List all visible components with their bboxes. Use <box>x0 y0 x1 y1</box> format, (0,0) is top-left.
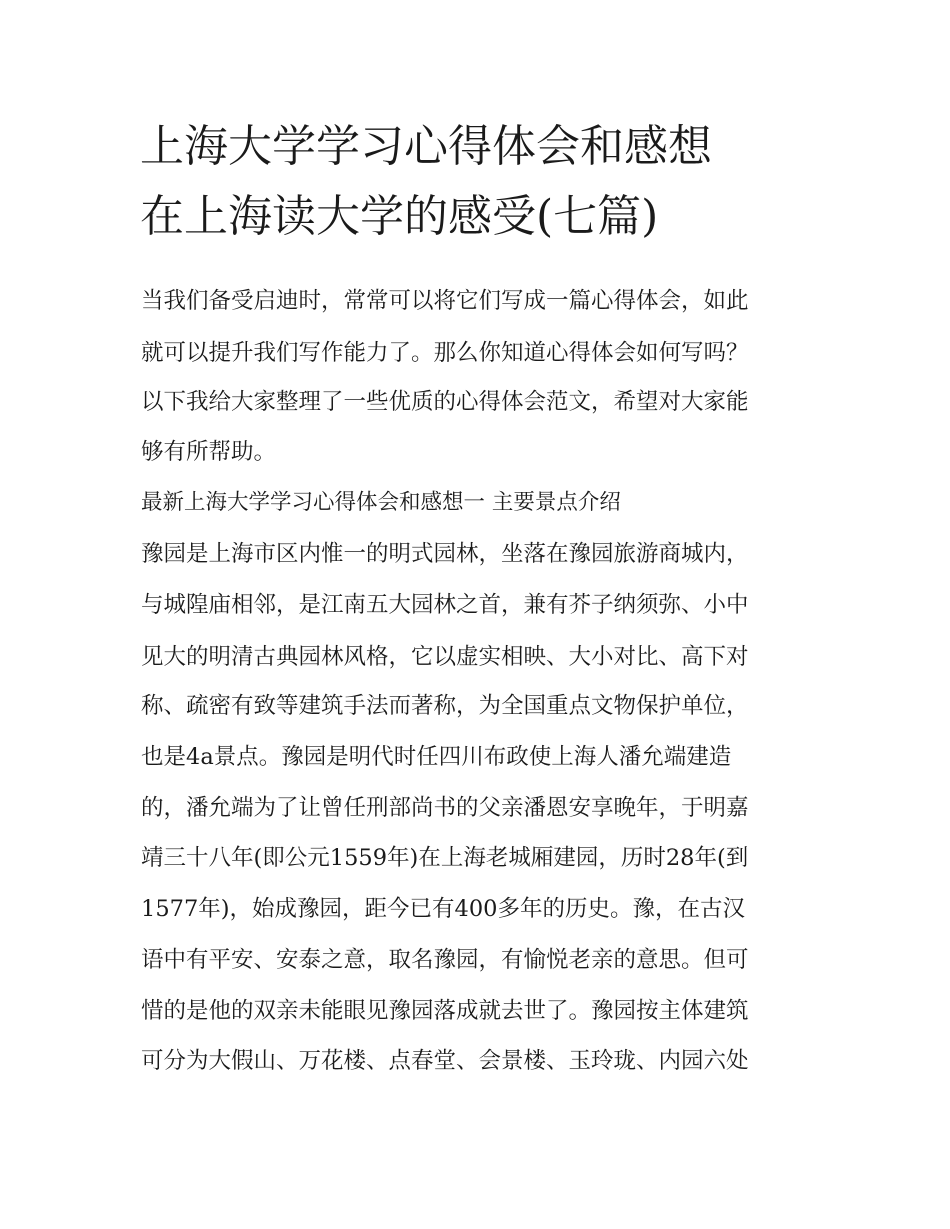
section-line-3: 见大的明清古典园林风格，它以虚实相映、大小对比、高下对 <box>141 644 749 670</box>
intro-line-1: 当我们备受启迪时，常常可以将它们写成一篇心得体会，如此 <box>141 288 749 314</box>
section-heading: 最新上海大学学习心得体会和感想一 主要景点介绍 <box>141 490 621 515</box>
section-line-1: 豫园是上海市区内惟一的明式园林，坐落在豫园旅游商城内， <box>141 541 749 567</box>
intro-line-3: 以下我给大家整理了一些优质的心得体会范文，希望对大家能 <box>141 389 749 415</box>
section-line-7: 靖三十八年(即公元1559年)在上海老城厢建园，历时28年(到 <box>141 845 749 871</box>
section-line-2: 与城隍庙相邻，是江南五大园林之首，兼有芥子纳须弥、小中 <box>141 592 749 618</box>
section-line-6: 的，潘允端为了让曾任刑部尚书的父亲潘恩安享晚年，于明嘉 <box>141 795 749 821</box>
section-line-8: 1577年)，始成豫园，距今已有400多年的历史。豫，在古汉 <box>141 896 745 922</box>
section-line-9: 语中有平安、安泰之意，取名豫园，有愉悦老亲的意思。但可 <box>141 947 749 973</box>
section-line-4: 称、疏密有致等建筑手法而著称，为全国重点文物保护单位， <box>141 693 749 719</box>
intro-line-4: 够有所帮助。 <box>141 439 277 465</box>
section-line-10: 惜的是他的双亲未能眼见豫园落成就去世了。豫园按主体建筑 <box>141 998 749 1024</box>
section-line-5: 也是4a景点。豫园是明代时任四川布政使上海人潘允端建造 <box>141 744 732 770</box>
section-line-11: 可分为大假山、万花楼、点春堂、会景楼、玉玲珑、内园六处 <box>141 1048 749 1074</box>
document-title <box>140 112 820 252</box>
title-line-2: 在上海读大学的感受(七篇) <box>140 191 659 242</box>
intro-line-2: 就可以提升我们写作能力了。那么你知道心得体会如何写吗？ <box>141 340 749 366</box>
title-line-1: 上海大学学习心得体会和感想 <box>140 121 712 172</box>
